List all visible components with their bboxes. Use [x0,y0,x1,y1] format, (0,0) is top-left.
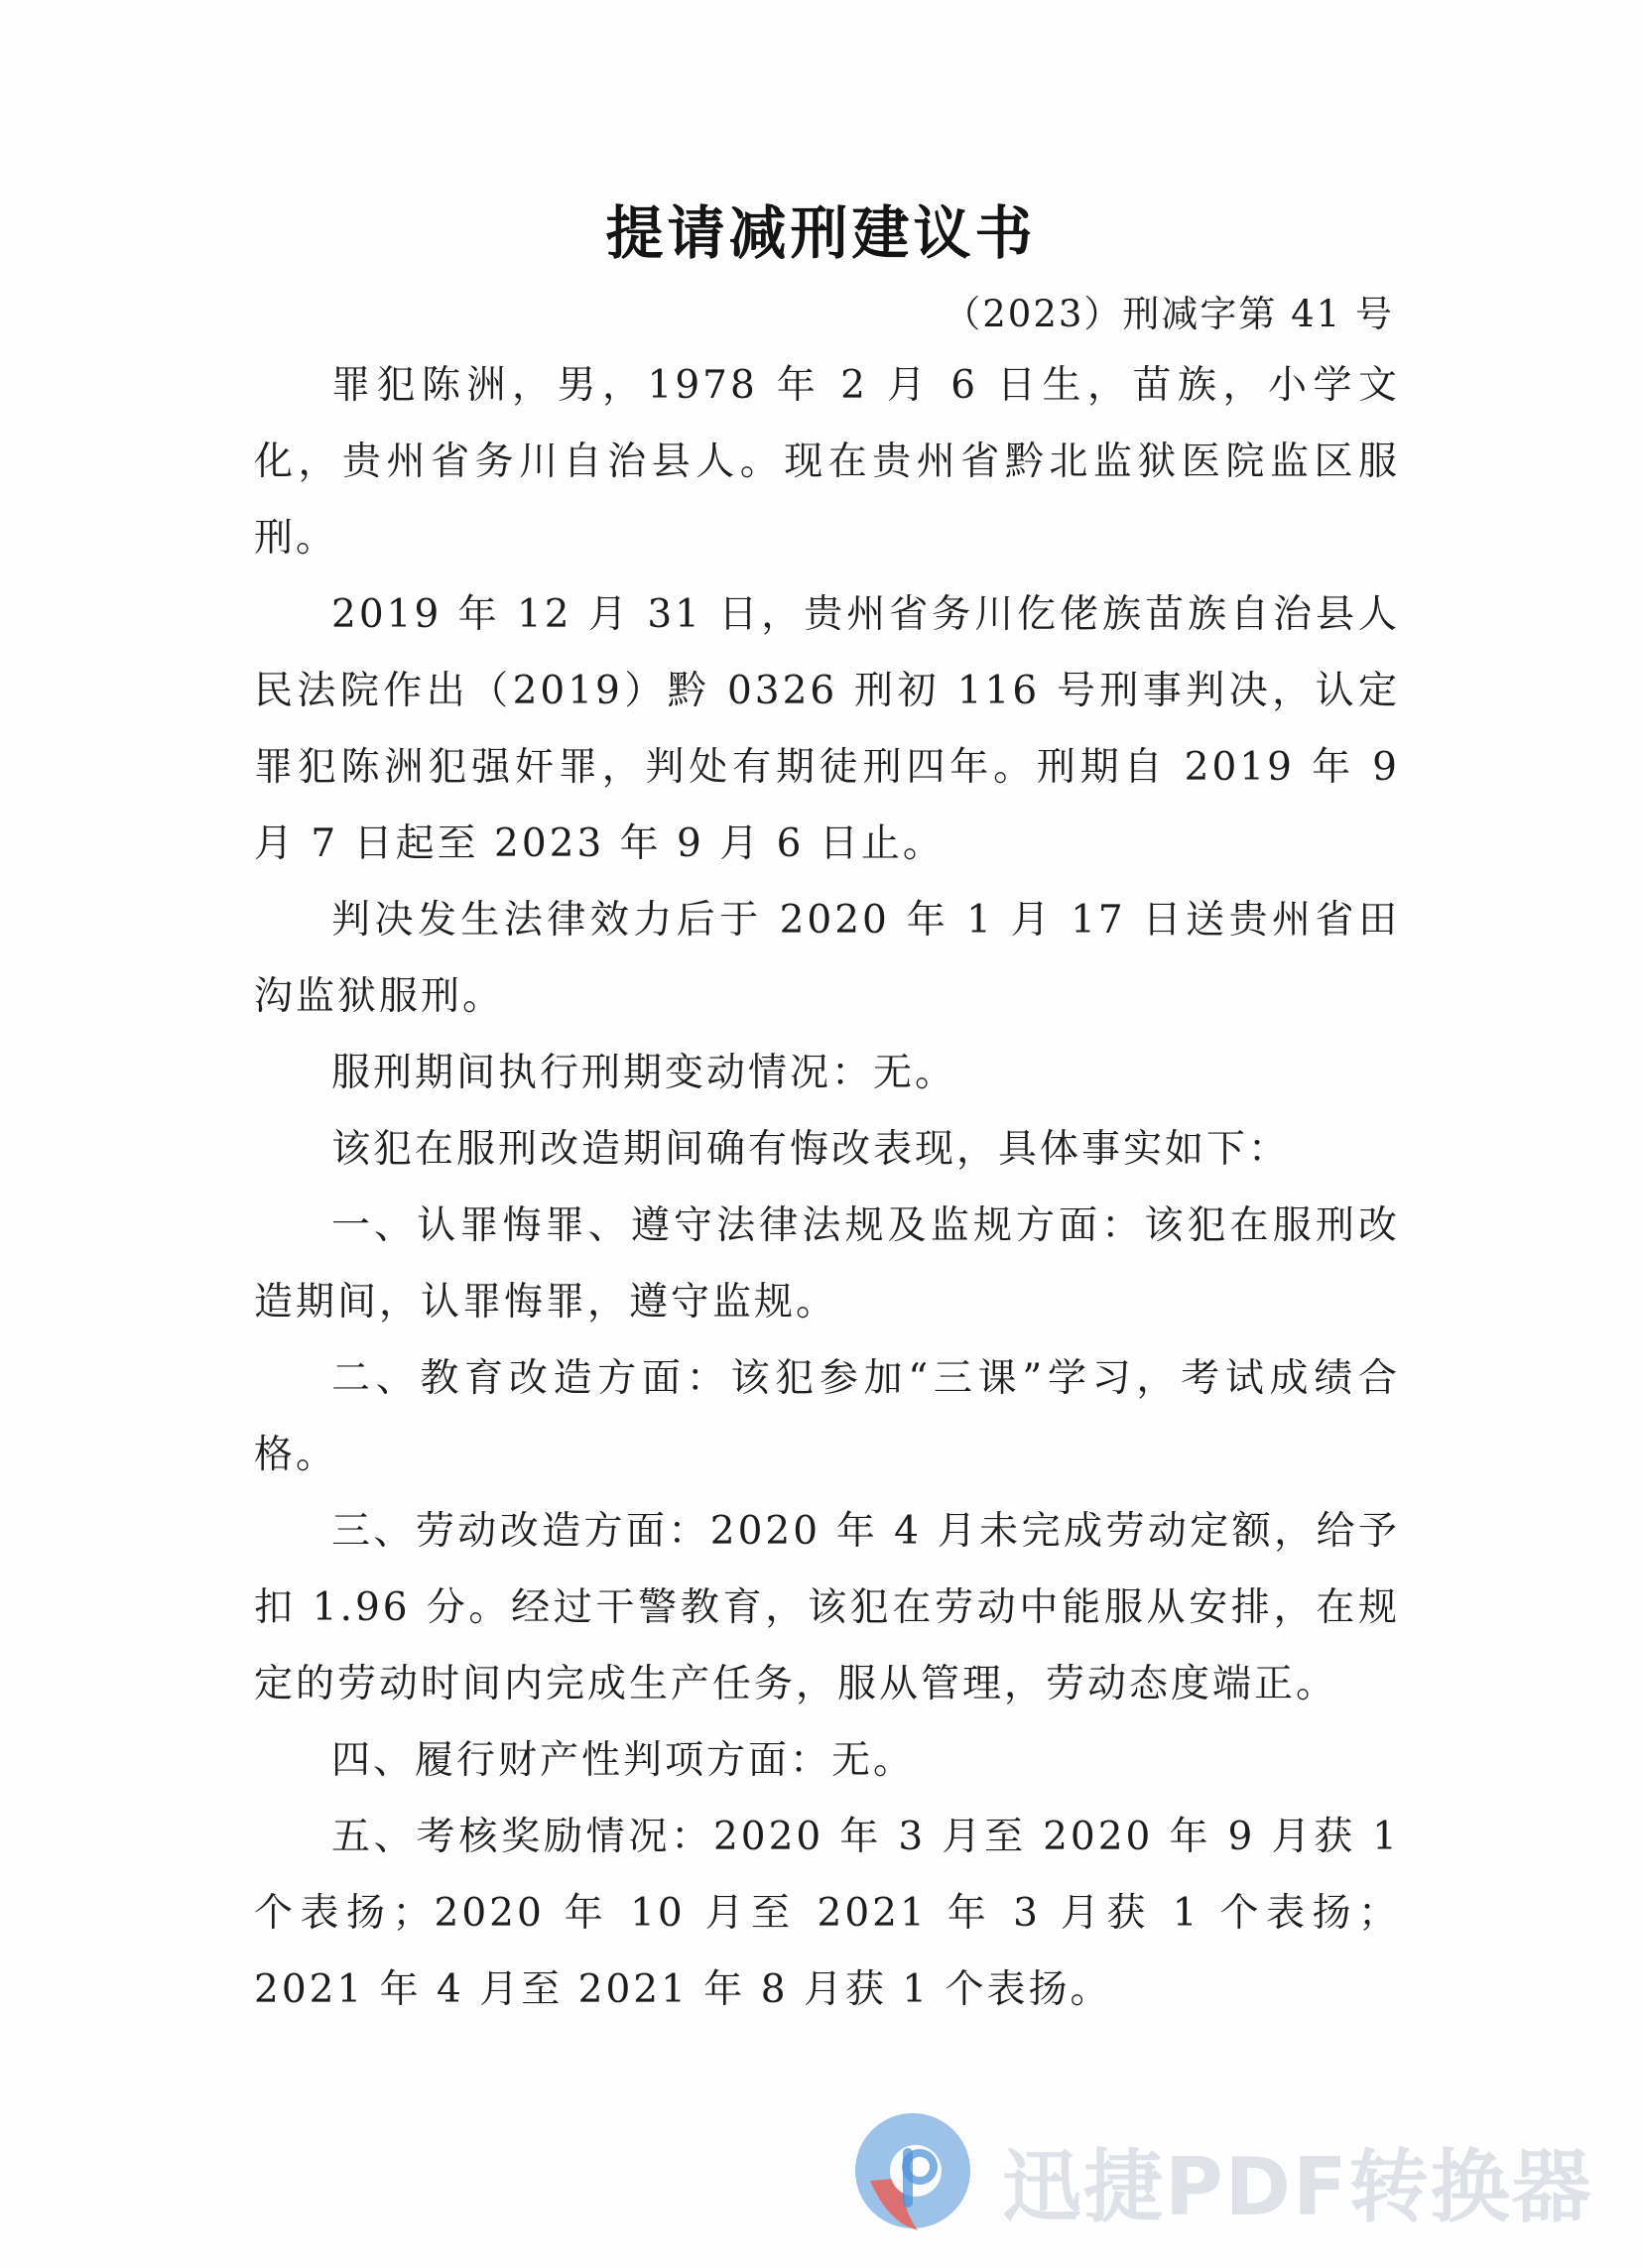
document-body [254,347,1400,2028]
watermark [848,2103,1602,2242]
paragraph-transfer: 判决发生法律效力后于 2020 年 1 月 17 日送贵州省田沟监狱服刑。 [254,898,1400,1019]
paragraph-item-3: 三、劳动改造方面：2020 年 4 月未完成劳动定额，给予扣 1.96 分。经过干警教育，该犯在劳动中能服从安排，在规定的劳动时间内完成生产任务，服从管理，劳动态度端正。 [254,1509,1400,1706]
watermark-text: 迅捷PDF转换器 [1002,2141,1593,2233]
document-number: （2023）刑减字第 41 号 [944,293,1394,335]
paragraph-sentence-change: 服刑期间执行刑期变动情况：无。 [331,1051,957,1095]
paragraph-item-1: 一、认罪悔罪、遵守法律法规及监规方面：该犯在服刑改造期间，认罪悔罪，遵守监规。 [254,1203,1400,1324]
paragraph-repentance-intro: 该犯在服刑改造期间确有悔改表现，具体事实如下： [331,1127,1291,1172]
document-title: 提请减刑建议书 [605,199,1037,267]
paragraph-item-5: 五、考核奖励情况：2020 年 3 月至 2020 年 9 月获 1 个表扬；2020 年 10 月至 2021 年 3 月获 1 个表扬；2021 年 4 月至 2021 年 8 月获 1 个表扬。 [254,1815,1400,2012]
paragraph-judgment: 2019 年 12 月 31 日，贵州省务川仡佬族苗族自治县人民法院作出（2019）黔 0326 刑初 116 号刑事判决，认定罪犯陈洲犯强奸罪，判处有期徒刑四年。刑期自 2019 年 9 月 7 日起至 2023 年 9 月 6 日止。 [254,592,1400,866]
paragraph-item-2: 二、教育改造方面：该犯参加“三课”学习，考试成绩合格。 [254,1356,1400,1477]
paragraph-criminal-info: 罪犯陈洲，男，1978 年 2 月 6 日生，苗族，小学文化，贵州省务川自治县人。现在贵州省黔北监狱医院监区服刑。 [254,363,1400,561]
paragraph-item-4: 四、履行财产性判项方面：无。 [331,1738,916,1783]
xunjie-logo-icon [848,2103,977,2242]
